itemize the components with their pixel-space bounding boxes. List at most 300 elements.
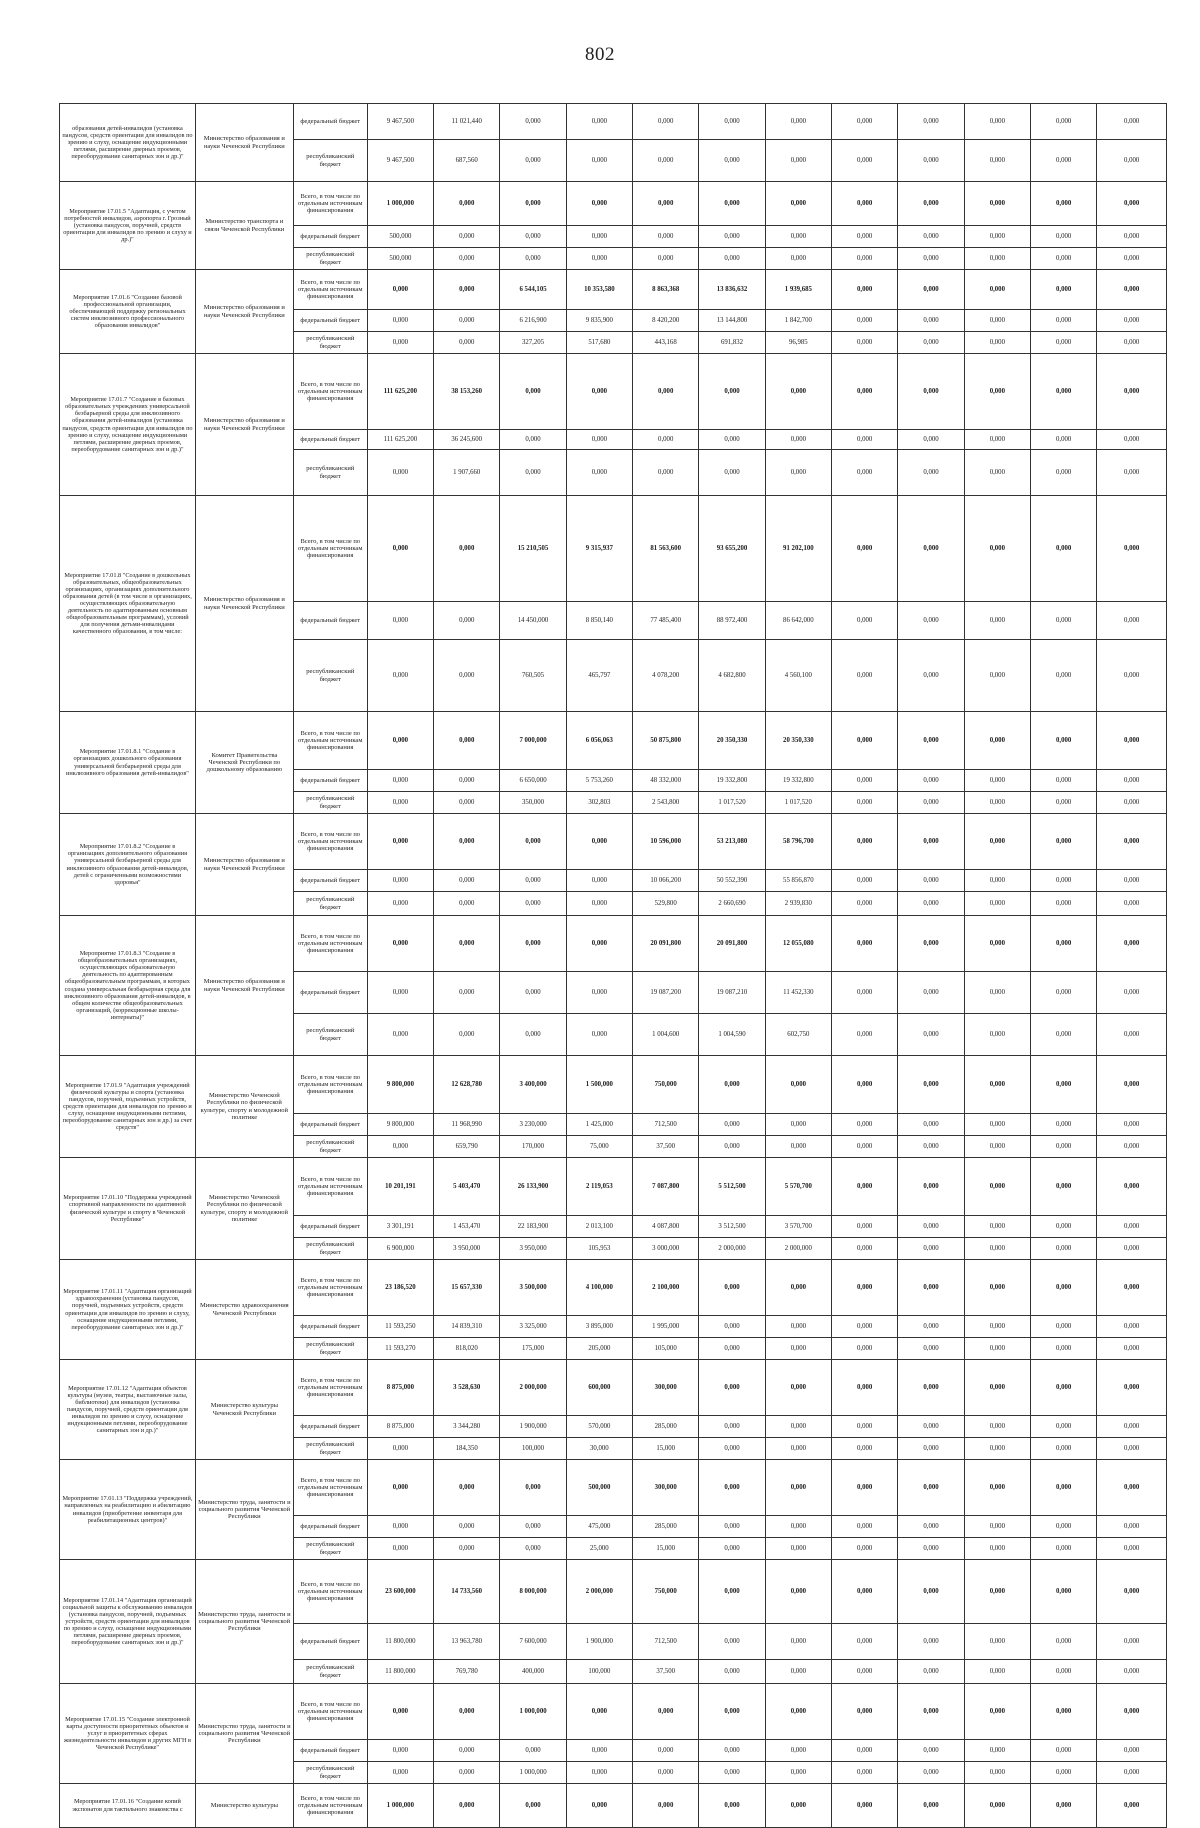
responsible-organization: Министерство образования и науки Чеченской Республики	[195, 916, 293, 1056]
amount-cell: 13 963,780	[434, 1624, 500, 1660]
amount-cell: 0,000	[898, 496, 964, 602]
amount-cell: 81 563,600	[633, 496, 699, 602]
budget-row-total	[60, 814, 1167, 870]
amount-cell: 0,000	[1031, 182, 1097, 226]
amount-cell: 0,000	[566, 1740, 632, 1762]
amount-cell: 86 642,000	[765, 602, 831, 640]
amount-cell: 0,000	[1031, 104, 1097, 140]
amount-cell: 0,000	[765, 1316, 831, 1338]
funding-source-label: Всего, в том числе по отдельным источникам финансирования	[293, 270, 367, 310]
amount-cell: 0,000	[1097, 1014, 1167, 1056]
funding-source-label: республиканский бюджет	[293, 1014, 367, 1056]
amount-cell: 0,000	[367, 332, 433, 354]
amount-cell: 0,000	[964, 892, 1030, 916]
amount-cell: 0,000	[964, 640, 1030, 712]
activity-title: Мероприятие 17.01.9 "Адаптация учреждений физической культуры и спорта (установка пандусов, поручней, подъемных устройств, средств ориентации для инвалидов по зрению и слуху, оснащение индукционными петлями, переоборудование санитарных зон и др.) за счет средств"	[60, 1056, 196, 1158]
amount-cell: 20 091,800	[633, 916, 699, 972]
amount-cell: 0,000	[765, 1784, 831, 1828]
amount-cell: 8 850,140	[566, 602, 632, 640]
amount-cell: 0,000	[964, 916, 1030, 972]
amount-cell: 96,985	[765, 332, 831, 354]
amount-cell: 691,832	[699, 332, 765, 354]
amount-cell: 0,000	[898, 1056, 964, 1114]
amount-cell: 2 000,000	[500, 1360, 566, 1416]
amount-cell: 760,505	[500, 640, 566, 712]
amount-cell: 0,000	[964, 792, 1030, 814]
amount-cell: 0,000	[633, 226, 699, 248]
amount-cell: 517,680	[566, 332, 632, 354]
amount-cell: 0,000	[434, 310, 500, 332]
responsible-organization: Министерство Чеченской Республики по физической культуре, спорту и молодежной политике	[195, 1056, 293, 1158]
amount-cell: 0,000	[434, 712, 500, 770]
amount-cell: 8 863,368	[633, 270, 699, 310]
amount-cell: 0,000	[434, 972, 500, 1014]
funding-source-label: федеральный бюджет	[293, 1114, 367, 1136]
amount-cell: 0,000	[1031, 1136, 1097, 1158]
amount-cell: 400,000	[500, 1660, 566, 1684]
amount-cell: 0,000	[500, 1538, 566, 1560]
amount-cell: 0,000	[964, 870, 1030, 892]
amount-cell: 19 332,800	[765, 770, 831, 792]
amount-cell: 0,000	[633, 1762, 699, 1784]
responsible-organization: Министерство здравоохранения Чеченской Республики	[195, 1260, 293, 1360]
amount-cell: 0,000	[434, 1784, 500, 1828]
amount-cell: 0,000	[500, 430, 566, 450]
amount-cell: 529,800	[633, 892, 699, 916]
budget-row-total	[60, 1360, 1167, 1416]
amount-cell: 0,000	[1097, 430, 1167, 450]
amount-cell: 0,000	[1031, 1114, 1097, 1136]
amount-cell: 0,000	[898, 1216, 964, 1238]
amount-cell: 0,000	[1097, 1238, 1167, 1260]
funding-source-label: Всего, в том числе по отдельным источникам финансирования	[293, 496, 367, 602]
amount-cell: 0,000	[964, 332, 1030, 354]
amount-cell: 0,000	[434, 602, 500, 640]
amount-cell: 0,000	[765, 1538, 831, 1560]
amount-cell: 0,000	[699, 1360, 765, 1416]
amount-cell: 600,000	[566, 1360, 632, 1416]
amount-cell: 0,000	[898, 1538, 964, 1560]
amount-cell: 659,790	[434, 1136, 500, 1158]
amount-cell: 0,000	[832, 1158, 898, 1216]
funding-source-label: федеральный бюджет	[293, 602, 367, 640]
amount-cell: 0,000	[1031, 496, 1097, 602]
amount-cell: 0,000	[1097, 270, 1167, 310]
amount-cell: 0,000	[898, 892, 964, 916]
amount-cell: 10 201,191	[367, 1158, 433, 1216]
amount-cell: 5 570,700	[765, 1158, 831, 1216]
amount-cell: 0,000	[898, 602, 964, 640]
amount-cell: 0,000	[699, 1660, 765, 1684]
amount-cell: 0,000	[1097, 1784, 1167, 1828]
amount-cell: 0,000	[434, 496, 500, 602]
amount-cell: 0,000	[765, 430, 831, 450]
amount-cell: 0,000	[566, 140, 632, 182]
amount-cell: 0,000	[367, 1014, 433, 1056]
amount-cell: 0,000	[898, 182, 964, 226]
amount-cell: 0,000	[964, 1014, 1030, 1056]
amount-cell: 0,000	[500, 1460, 566, 1516]
amount-cell: 0,000	[1031, 310, 1097, 332]
amount-cell: 3 230,000	[500, 1114, 566, 1136]
amount-cell: 500,000	[367, 248, 433, 270]
funding-source-label: республиканский бюджет	[293, 1762, 367, 1784]
funding-source-label: федеральный бюджет	[293, 972, 367, 1014]
responsible-organization: Министерство культуры	[195, 1784, 293, 1828]
amount-cell: 712,500	[633, 1114, 699, 1136]
amount-cell: 0,000	[1031, 972, 1097, 1014]
amount-cell: 0,000	[434, 770, 500, 792]
funding-source-label: республиканский бюджет	[293, 1538, 367, 1560]
amount-cell: 0,000	[1031, 1784, 1097, 1828]
budget-row-total	[60, 1260, 1167, 1316]
amount-cell: 0,000	[566, 870, 632, 892]
amount-cell: 3 512,500	[699, 1216, 765, 1238]
amount-cell: 0,000	[964, 310, 1030, 332]
amount-cell: 2 100,000	[633, 1260, 699, 1316]
amount-cell: 0,000	[898, 1338, 964, 1360]
amount-cell: 0,000	[500, 870, 566, 892]
funding-source-label: Всего, в том числе по отдельным источникам финансирования	[293, 354, 367, 430]
amount-cell: 0,000	[964, 972, 1030, 1014]
amount-cell: 0,000	[434, 1538, 500, 1560]
amount-cell: 4 560,100	[765, 640, 831, 712]
amount-cell: 1 900,000	[566, 1624, 632, 1660]
amount-cell: 0,000	[1097, 1136, 1167, 1158]
funding-source-label: федеральный бюджет	[293, 770, 367, 792]
amount-cell: 0,000	[832, 310, 898, 332]
funding-source-label: федеральный бюджет	[293, 1316, 367, 1338]
amount-cell: 0,000	[367, 602, 433, 640]
amount-cell: 0,000	[765, 1416, 831, 1438]
amount-cell: 0,000	[964, 1684, 1030, 1740]
amount-cell: 0,000	[699, 1624, 765, 1660]
budget-row-total	[60, 712, 1167, 770]
amount-cell: 0,000	[699, 104, 765, 140]
amount-cell: 0,000	[1031, 1216, 1097, 1238]
amount-cell: 0,000	[1097, 226, 1167, 248]
funding-source-label: республиканский бюджет	[293, 1438, 367, 1460]
responsible-organization: Министерство образования и науки Чеченской Республики	[195, 496, 293, 712]
amount-cell: 19 087,200	[633, 972, 699, 1014]
amount-cell: 0,000	[1097, 1216, 1167, 1238]
amount-cell: 1 425,000	[566, 1114, 632, 1136]
amount-cell: 0,000	[434, 248, 500, 270]
funding-source-label: республиканский бюджет	[293, 1338, 367, 1360]
amount-cell: 19 087,210	[699, 972, 765, 1014]
amount-cell: 0,000	[832, 226, 898, 248]
amount-cell: 0,000	[898, 1438, 964, 1460]
amount-cell: 0,000	[898, 1316, 964, 1338]
amount-cell: 8 875,000	[367, 1416, 433, 1438]
amount-cell: 0,000	[832, 1338, 898, 1360]
amount-cell: 15 657,330	[434, 1260, 500, 1316]
amount-cell: 0,000	[964, 1216, 1030, 1238]
amount-cell: 0,000	[699, 1438, 765, 1460]
amount-cell: 0,000	[898, 1238, 964, 1260]
amount-cell: 0,000	[1097, 1360, 1167, 1416]
amount-cell: 0,000	[367, 792, 433, 814]
amount-cell: 0,000	[765, 1624, 831, 1660]
amount-cell: 570,000	[566, 1416, 632, 1438]
amount-cell: 3 344,280	[434, 1416, 500, 1438]
amount-cell: 10 066,200	[633, 870, 699, 892]
amount-cell: 0,000	[1031, 354, 1097, 430]
amount-cell: 0,000	[1031, 870, 1097, 892]
funding-source-label: Всего, в том числе по отдельным источникам финансирования	[293, 1684, 367, 1740]
amount-cell: 0,000	[1031, 792, 1097, 814]
budget-row-total	[60, 1560, 1167, 1624]
amount-cell: 0,000	[699, 248, 765, 270]
amount-cell: 19 332,800	[699, 770, 765, 792]
amount-cell: 0,000	[1031, 1762, 1097, 1784]
amount-cell: 0,000	[765, 140, 831, 182]
amount-cell: 0,000	[434, 892, 500, 916]
amount-cell: 12 628,780	[434, 1056, 500, 1114]
amount-cell: 0,000	[1031, 712, 1097, 770]
amount-cell: 0,000	[832, 1762, 898, 1784]
amount-cell: 1 500,000	[566, 1056, 632, 1114]
amount-cell: 0,000	[1097, 1056, 1167, 1114]
funding-source-label: республиканский бюджет	[293, 450, 367, 496]
amount-cell: 0,000	[699, 1416, 765, 1438]
amount-cell: 0,000	[367, 814, 433, 870]
amount-cell: 0,000	[765, 1056, 831, 1114]
amount-cell: 20 350,330	[699, 712, 765, 770]
amount-cell: 0,000	[964, 450, 1030, 496]
amount-cell: 0,000	[964, 1114, 1030, 1136]
funding-source-label: Всего, в том числе по отдельным источникам финансирования	[293, 1560, 367, 1624]
page-number: 802	[585, 44, 615, 65]
funding-source-label: республиканский бюджет	[293, 640, 367, 712]
amount-cell: 7 000,000	[500, 712, 566, 770]
responsible-organization: Комитет Правительства Чеченской Республики по дошкольному образованию	[195, 712, 293, 814]
amount-cell: 7 600,000	[500, 1624, 566, 1660]
funding-source-label: федеральный бюджет	[293, 310, 367, 332]
activity-title: Мероприятие 17.01.5 "Адаптация, с учетом потребностей инвалидов, аэропорта г. Грозный (установка пандусов, поручней, средств ориентации для инвалидов по зрению и слуху и др.)"	[60, 182, 196, 270]
amount-cell: 0,000	[1031, 916, 1097, 972]
amount-cell: 1 900,000	[500, 1416, 566, 1438]
amount-cell: 0,000	[1097, 1438, 1167, 1460]
activity-title: Мероприятие 17.01.12 "Адаптация объектов культуры (музеи, театры, выставочные залы, библиотеки) для инвалидов (установка пандусов, поручней, средств ориентации для инвалидов по зрению и слуху, оснащение индукционными петлями, переоборудование санитарных зон и др.)"	[60, 1360, 196, 1460]
amount-cell: 205,000	[566, 1338, 632, 1360]
amount-cell: 0,000	[1097, 248, 1167, 270]
amount-cell: 0,000	[1031, 892, 1097, 916]
amount-cell: 1 017,520	[765, 792, 831, 814]
responsible-organization: Министерство труда, занятости и социального развития Чеченской Республики	[195, 1560, 293, 1684]
amount-cell: 6 056,063	[566, 712, 632, 770]
amount-cell: 0,000	[699, 1136, 765, 1158]
amount-cell: 184,350	[434, 1438, 500, 1460]
amount-cell: 0,000	[898, 712, 964, 770]
amount-cell: 0,000	[434, 814, 500, 870]
amount-cell: 0,000	[898, 1516, 964, 1538]
amount-cell: 0,000	[898, 1260, 964, 1316]
funding-source-label: федеральный бюджет	[293, 1516, 367, 1538]
amount-cell: 0,000	[1031, 1360, 1097, 1416]
amount-cell: 0,000	[434, 1684, 500, 1740]
amount-cell: 0,000	[832, 916, 898, 972]
amount-cell: 0,000	[699, 354, 765, 430]
amount-cell: 9 467,500	[367, 140, 433, 182]
amount-cell: 0,000	[964, 1338, 1030, 1360]
amount-cell: 0,000	[832, 182, 898, 226]
amount-cell: 0,000	[832, 1114, 898, 1136]
amount-cell: 0,000	[832, 1516, 898, 1538]
amount-cell: 0,000	[633, 104, 699, 140]
amount-cell: 37,500	[633, 1136, 699, 1158]
amount-cell: 0,000	[765, 1684, 831, 1740]
amount-cell: 0,000	[832, 814, 898, 870]
amount-cell: 0,000	[898, 870, 964, 892]
funding-source-label: республиканский бюджет	[293, 1136, 367, 1158]
budget-row-total	[60, 496, 1167, 602]
funding-source-label: федеральный бюджет	[293, 1216, 367, 1238]
funding-source-label: республиканский бюджет	[293, 1660, 367, 1684]
budget-row-total	[60, 1158, 1167, 1216]
amount-cell: 0,000	[765, 450, 831, 496]
amount-cell: 0,000	[832, 1784, 898, 1828]
amount-cell: 712,500	[633, 1624, 699, 1660]
amount-cell: 1 000,000	[367, 182, 433, 226]
activity-title: Мероприятие 17.01.15 "Создание электронной карты доступности приоритетных объектов и услуг в приоритетных сферах жизнедеятельности инвалидов и других МГН в Чеченской Республике"	[60, 1684, 196, 1784]
responsible-organization: Министерство труда, занятости и социального развития Чеченской Республики	[195, 1684, 293, 1784]
amount-cell: 0,000	[1097, 640, 1167, 712]
amount-cell: 0,000	[765, 1338, 831, 1360]
amount-cell: 105,000	[633, 1338, 699, 1360]
amount-cell: 0,000	[1031, 1158, 1097, 1216]
amount-cell: 0,000	[832, 1660, 898, 1684]
amount-cell: 6 544,105	[500, 270, 566, 310]
amount-cell: 0,000	[699, 182, 765, 226]
funding-source-label: Всего, в том числе по отдельным источникам финансирования	[293, 182, 367, 226]
amount-cell: 0,000	[1031, 1316, 1097, 1338]
responsible-organization: Министерство образования и науки Чеченской Республики	[195, 354, 293, 496]
amount-cell: 1 939,685	[765, 270, 831, 310]
amount-cell: 0,000	[566, 104, 632, 140]
amount-cell: 0,000	[1097, 182, 1167, 226]
funding-source-label: федеральный бюджет	[293, 104, 367, 140]
amount-cell: 11 021,440	[434, 104, 500, 140]
amount-cell: 0,000	[1097, 814, 1167, 870]
amount-cell: 3 500,000	[500, 1260, 566, 1316]
amount-cell: 6 216,900	[500, 310, 566, 332]
activity-title: Мероприятие 17.01.7 "Создание в базовых образовательных учреждениях универсальной безбарьерной среды для инклюзивного образования детей-инвалидов (установка пандусов, средств ориентации для инвалидов по зрению и слуху, оснащение индукционными петлями, расширение дверных проемов, переоборудование санитарных зон и др.)"	[60, 354, 196, 496]
funding-source-label: Всего, в том числе по отдельным источникам финансирования	[293, 1460, 367, 1516]
funding-source-label: Всего, в том числе по отдельным источникам финансирования	[293, 814, 367, 870]
amount-cell: 0,000	[964, 104, 1030, 140]
amount-cell: 0,000	[1097, 1560, 1167, 1624]
amount-cell: 0,000	[898, 1014, 964, 1056]
amount-cell: 0,000	[898, 770, 964, 792]
amount-cell: 0,000	[500, 182, 566, 226]
amount-cell: 0,000	[765, 104, 831, 140]
amount-cell: 1 000,000	[500, 1684, 566, 1740]
amount-cell: 0,000	[964, 712, 1030, 770]
amount-cell: 0,000	[367, 1762, 433, 1784]
activity-title: Мероприятие 17.01.14 "Адаптация организаций социальной защиты к обслуживанию инвалидов (установка пандусов, поручней, подъемных устройств, средств ориентации для инвалидов по зрению и слуху, оснащение индукционными петлями, расширение дверных проемов, переоборудование санитарных зон и др.)"	[60, 1560, 196, 1684]
amount-cell: 0,000	[964, 1416, 1030, 1438]
amount-cell: 285,000	[633, 1516, 699, 1538]
amount-cell: 0,000	[898, 1416, 964, 1438]
amount-cell: 1 000,000	[367, 1784, 433, 1828]
amount-cell: 0,000	[832, 496, 898, 602]
amount-cell: 0,000	[1097, 602, 1167, 640]
budget-row-federal	[60, 104, 1167, 140]
amount-cell: 170,000	[500, 1136, 566, 1158]
amount-cell: 0,000	[1097, 1158, 1167, 1216]
amount-cell: 0,000	[964, 248, 1030, 270]
amount-cell: 0,000	[832, 140, 898, 182]
amount-cell: 0,000	[832, 712, 898, 770]
amount-cell: 100,000	[500, 1438, 566, 1460]
amount-cell: 465,797	[566, 640, 632, 712]
amount-cell: 0,000	[699, 1056, 765, 1114]
amount-cell: 0,000	[699, 1684, 765, 1740]
amount-cell: 0,000	[898, 104, 964, 140]
amount-cell: 0,000	[1031, 1014, 1097, 1056]
amount-cell: 0,000	[898, 1660, 964, 1684]
amount-cell: 0,000	[1097, 140, 1167, 182]
amount-cell: 0,000	[832, 354, 898, 430]
activity-title: образования детей-инвалидов (установка пандусов, средств ориентации для инвалидов по зрению и слуху, оснащение индукционными петлями, расширение дверных проемов, переоборудование санитарных зон и др.)"	[60, 104, 196, 182]
amount-cell: 20 350,330	[765, 712, 831, 770]
amount-cell: 0,000	[898, 1784, 964, 1828]
amount-cell: 0,000	[964, 1660, 1030, 1684]
amount-cell: 3 570,700	[765, 1216, 831, 1238]
amount-cell: 327,205	[500, 332, 566, 354]
amount-cell: 0,000	[500, 916, 566, 972]
amount-cell: 14 839,310	[434, 1316, 500, 1338]
amount-cell: 26 133,900	[500, 1158, 566, 1216]
amount-cell: 0,000	[1031, 1438, 1097, 1460]
amount-cell: 0,000	[898, 1762, 964, 1784]
amount-cell: 0,000	[1031, 1260, 1097, 1316]
amount-cell: 0,000	[367, 916, 433, 972]
amount-cell: 0,000	[434, 1460, 500, 1516]
amount-cell: 0,000	[367, 1684, 433, 1740]
amount-cell: 0,000	[434, 1516, 500, 1538]
amount-cell: 0,000	[1097, 1460, 1167, 1516]
amount-cell: 1 907,660	[434, 450, 500, 496]
activity-title: Мероприятие 17.01.10 "Поддержка учреждений спортивной направленности по адаптивной физической культуре и спорту в Чеченской Республике"	[60, 1158, 196, 1260]
amount-cell: 5 512,500	[699, 1158, 765, 1216]
amount-cell: 0,000	[1097, 104, 1167, 140]
amount-cell: 0,000	[765, 1660, 831, 1684]
amount-cell: 0,000	[964, 1538, 1030, 1560]
amount-cell: 8 000,000	[500, 1560, 566, 1624]
amount-cell: 0,000	[1097, 1624, 1167, 1660]
funding-source-label: федеральный бюджет	[293, 226, 367, 248]
amount-cell: 0,000	[964, 1560, 1030, 1624]
amount-cell: 0,000	[699, 1114, 765, 1136]
amount-cell: 769,780	[434, 1660, 500, 1684]
amount-cell: 0,000	[1031, 226, 1097, 248]
amount-cell: 2 000,000	[566, 1560, 632, 1624]
amount-cell: 302,803	[566, 792, 632, 814]
amount-cell: 0,000	[964, 602, 1030, 640]
amount-cell: 0,000	[964, 182, 1030, 226]
budget-row-total	[60, 916, 1167, 972]
amount-cell: 0,000	[1097, 1684, 1167, 1740]
funding-source-label: Всего, в том числе по отдельным источникам финансирования	[293, 1056, 367, 1114]
amount-cell: 9 800,000	[367, 1056, 433, 1114]
amount-cell: 0,000	[500, 972, 566, 1014]
amount-cell: 0,000	[832, 1740, 898, 1762]
activity-title: Мероприятие 17.01.16 "Создание копий экспонатов для тактильного знакомства с	[60, 1784, 196, 1828]
amount-cell: 0,000	[1031, 450, 1097, 496]
amount-cell: 0,000	[1031, 1740, 1097, 1762]
